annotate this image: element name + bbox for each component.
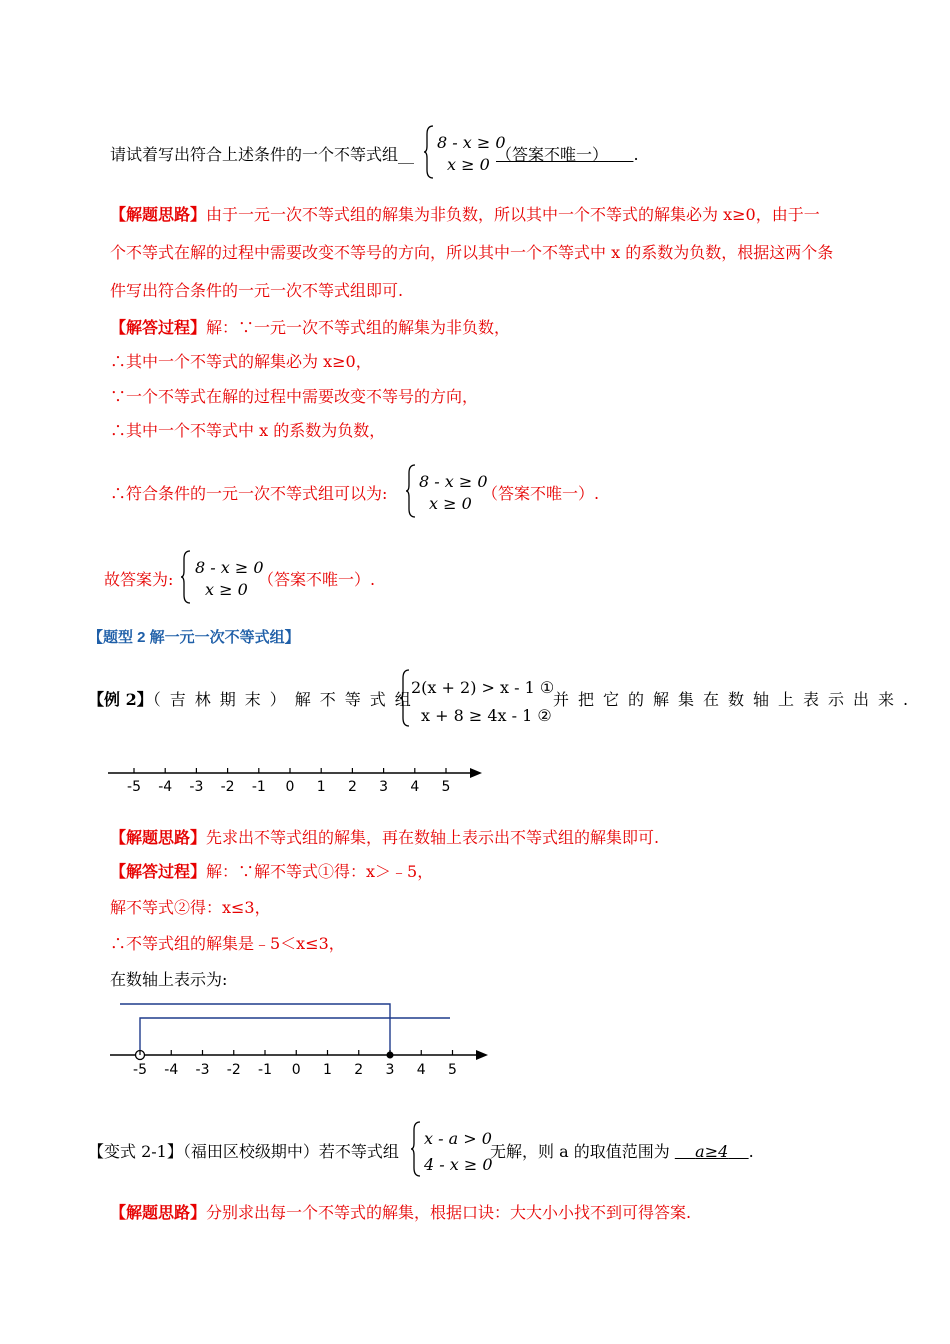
example2-prompt: 【例 2】（吉林期末）解不等式组	[88, 690, 420, 709]
q1-system: 8 - x ≥ 0 x ≥ 0	[437, 133, 506, 174]
q1-note: （答案不唯一） .	[496, 145, 639, 164]
number-line-question	[108, 760, 488, 800]
q1-brace	[423, 124, 435, 184]
example2-suffix: 并把它的解集在数轴上表示出来.	[553, 690, 918, 709]
tick-label: 4	[410, 779, 420, 795]
ex2-proc-line2: 解不等式②得：x≤3，	[110, 898, 271, 917]
tick-label: -1	[258, 1062, 272, 1078]
section2-title: 【题型 2 解一元一次不等式组】	[88, 629, 300, 646]
tick-label: 2	[354, 1062, 364, 1078]
q1-proc-line1: 【解答过程】解：∵一元一次不等式组的解集为非负数，	[110, 318, 511, 337]
number-line-arrow	[470, 768, 482, 778]
tick-label: -3	[195, 1062, 210, 1078]
tick-label: 1	[316, 779, 326, 795]
tick-label: -4	[164, 1062, 179, 1078]
tick-label: 2	[347, 779, 357, 795]
q1-final-prefix: 故答案为:	[104, 570, 174, 589]
variant21-brace	[410, 1120, 422, 1182]
q1-final-system: 8 - x ≥ 0 x ≥ 0	[195, 558, 264, 599]
q1-final-brace	[180, 549, 192, 609]
tick-label: -2	[220, 779, 235, 795]
example2-system: 2(x + 2) > x - 1 ① x + 8 ≥ 4x - 1 ②	[411, 678, 555, 725]
bracket-x-gt-neg5	[140, 1018, 450, 1055]
tick-label: -4	[158, 779, 173, 795]
variant21-prompt: 【变式 2-1】（福田区校级期中）若不等式组	[88, 1142, 399, 1161]
tick-label: -5	[127, 779, 141, 795]
q1-sol-system: 8 - x ≥ 0 x ≥ 0	[419, 472, 488, 513]
tick-label: -3	[189, 779, 204, 795]
tick-label: 5	[441, 779, 451, 795]
ex2-idea: 【解题思路】先求出不等式组的解集，再在数轴上表示出不等式组的解集即可.	[110, 828, 660, 847]
q1-proc-line5: ∴符合条件的一元一次不等式组可以为:	[110, 484, 388, 503]
bracket-x-le-3	[120, 1004, 390, 1055]
tick-label: 3	[379, 779, 389, 795]
q1-proc-line2: ∴其中一个不等式的解集必为 x≥0，	[110, 352, 372, 371]
example2-brace	[399, 668, 411, 732]
ex2-proc-line1: 【解答过程】解：∵解不等式①得：x＞﹣5，	[110, 862, 434, 881]
tick-label: -2	[226, 1062, 241, 1078]
tick-label: 0	[285, 779, 295, 795]
ex2-proc-line3: ∴不等式组的解集是﹣5＜x≤3，	[110, 934, 345, 953]
q1-prompt: 请试着写出符合上述条件的一个不等式组__	[110, 145, 415, 164]
tick-label: 1	[323, 1062, 332, 1078]
variant21-mid: 无解，则 a 的取值范围为 a≥4 .	[490, 1142, 754, 1161]
number-line-solution	[110, 998, 494, 1084]
q1-proc-line4: ∴其中一个不等式中 x 的系数为负数，	[110, 421, 386, 440]
variant21-idea: 【解题思路】分别求出每一个不等式的解集，根据口诀：大大小小找不到可得答案.	[110, 1203, 692, 1222]
tick-label: -1	[251, 779, 266, 795]
q1-idea-line2: 个不等式在解的过程中需要改变不等号的方向，所以其中一个不等式中 x 的系数为负数，根据这两个条	[110, 243, 834, 262]
q1-sol-note: （答案不唯一）.	[482, 484, 600, 503]
variant21-system: x - a > 0 4 - x ≥ 0	[424, 1129, 493, 1174]
tick-label: 4	[416, 1062, 426, 1078]
q1-sol-brace	[405, 463, 417, 523]
tick-label: 0	[291, 1062, 301, 1078]
q1-final-note: （答案不唯一）.	[258, 570, 376, 589]
tick-label: -5	[133, 1062, 147, 1078]
tick-label: 5	[448, 1062, 457, 1078]
tick-label: 3	[385, 1062, 395, 1078]
ex2-proc-line4: 在数轴上表示为:	[110, 970, 228, 989]
q1-proc-line3: ∵一个不等式在解的过程中需要改变不等号的方向，	[110, 387, 479, 406]
q1-idea-line3: 件写出符合条件的一元一次不等式组即可.	[110, 281, 404, 300]
number-line-arrow	[476, 1050, 488, 1060]
q1-idea-line1: 【解题思路】由于一元一次不等式组的解集为非负数，所以其中一个不等式的解集必为 x≥0，由于一	[110, 205, 820, 224]
